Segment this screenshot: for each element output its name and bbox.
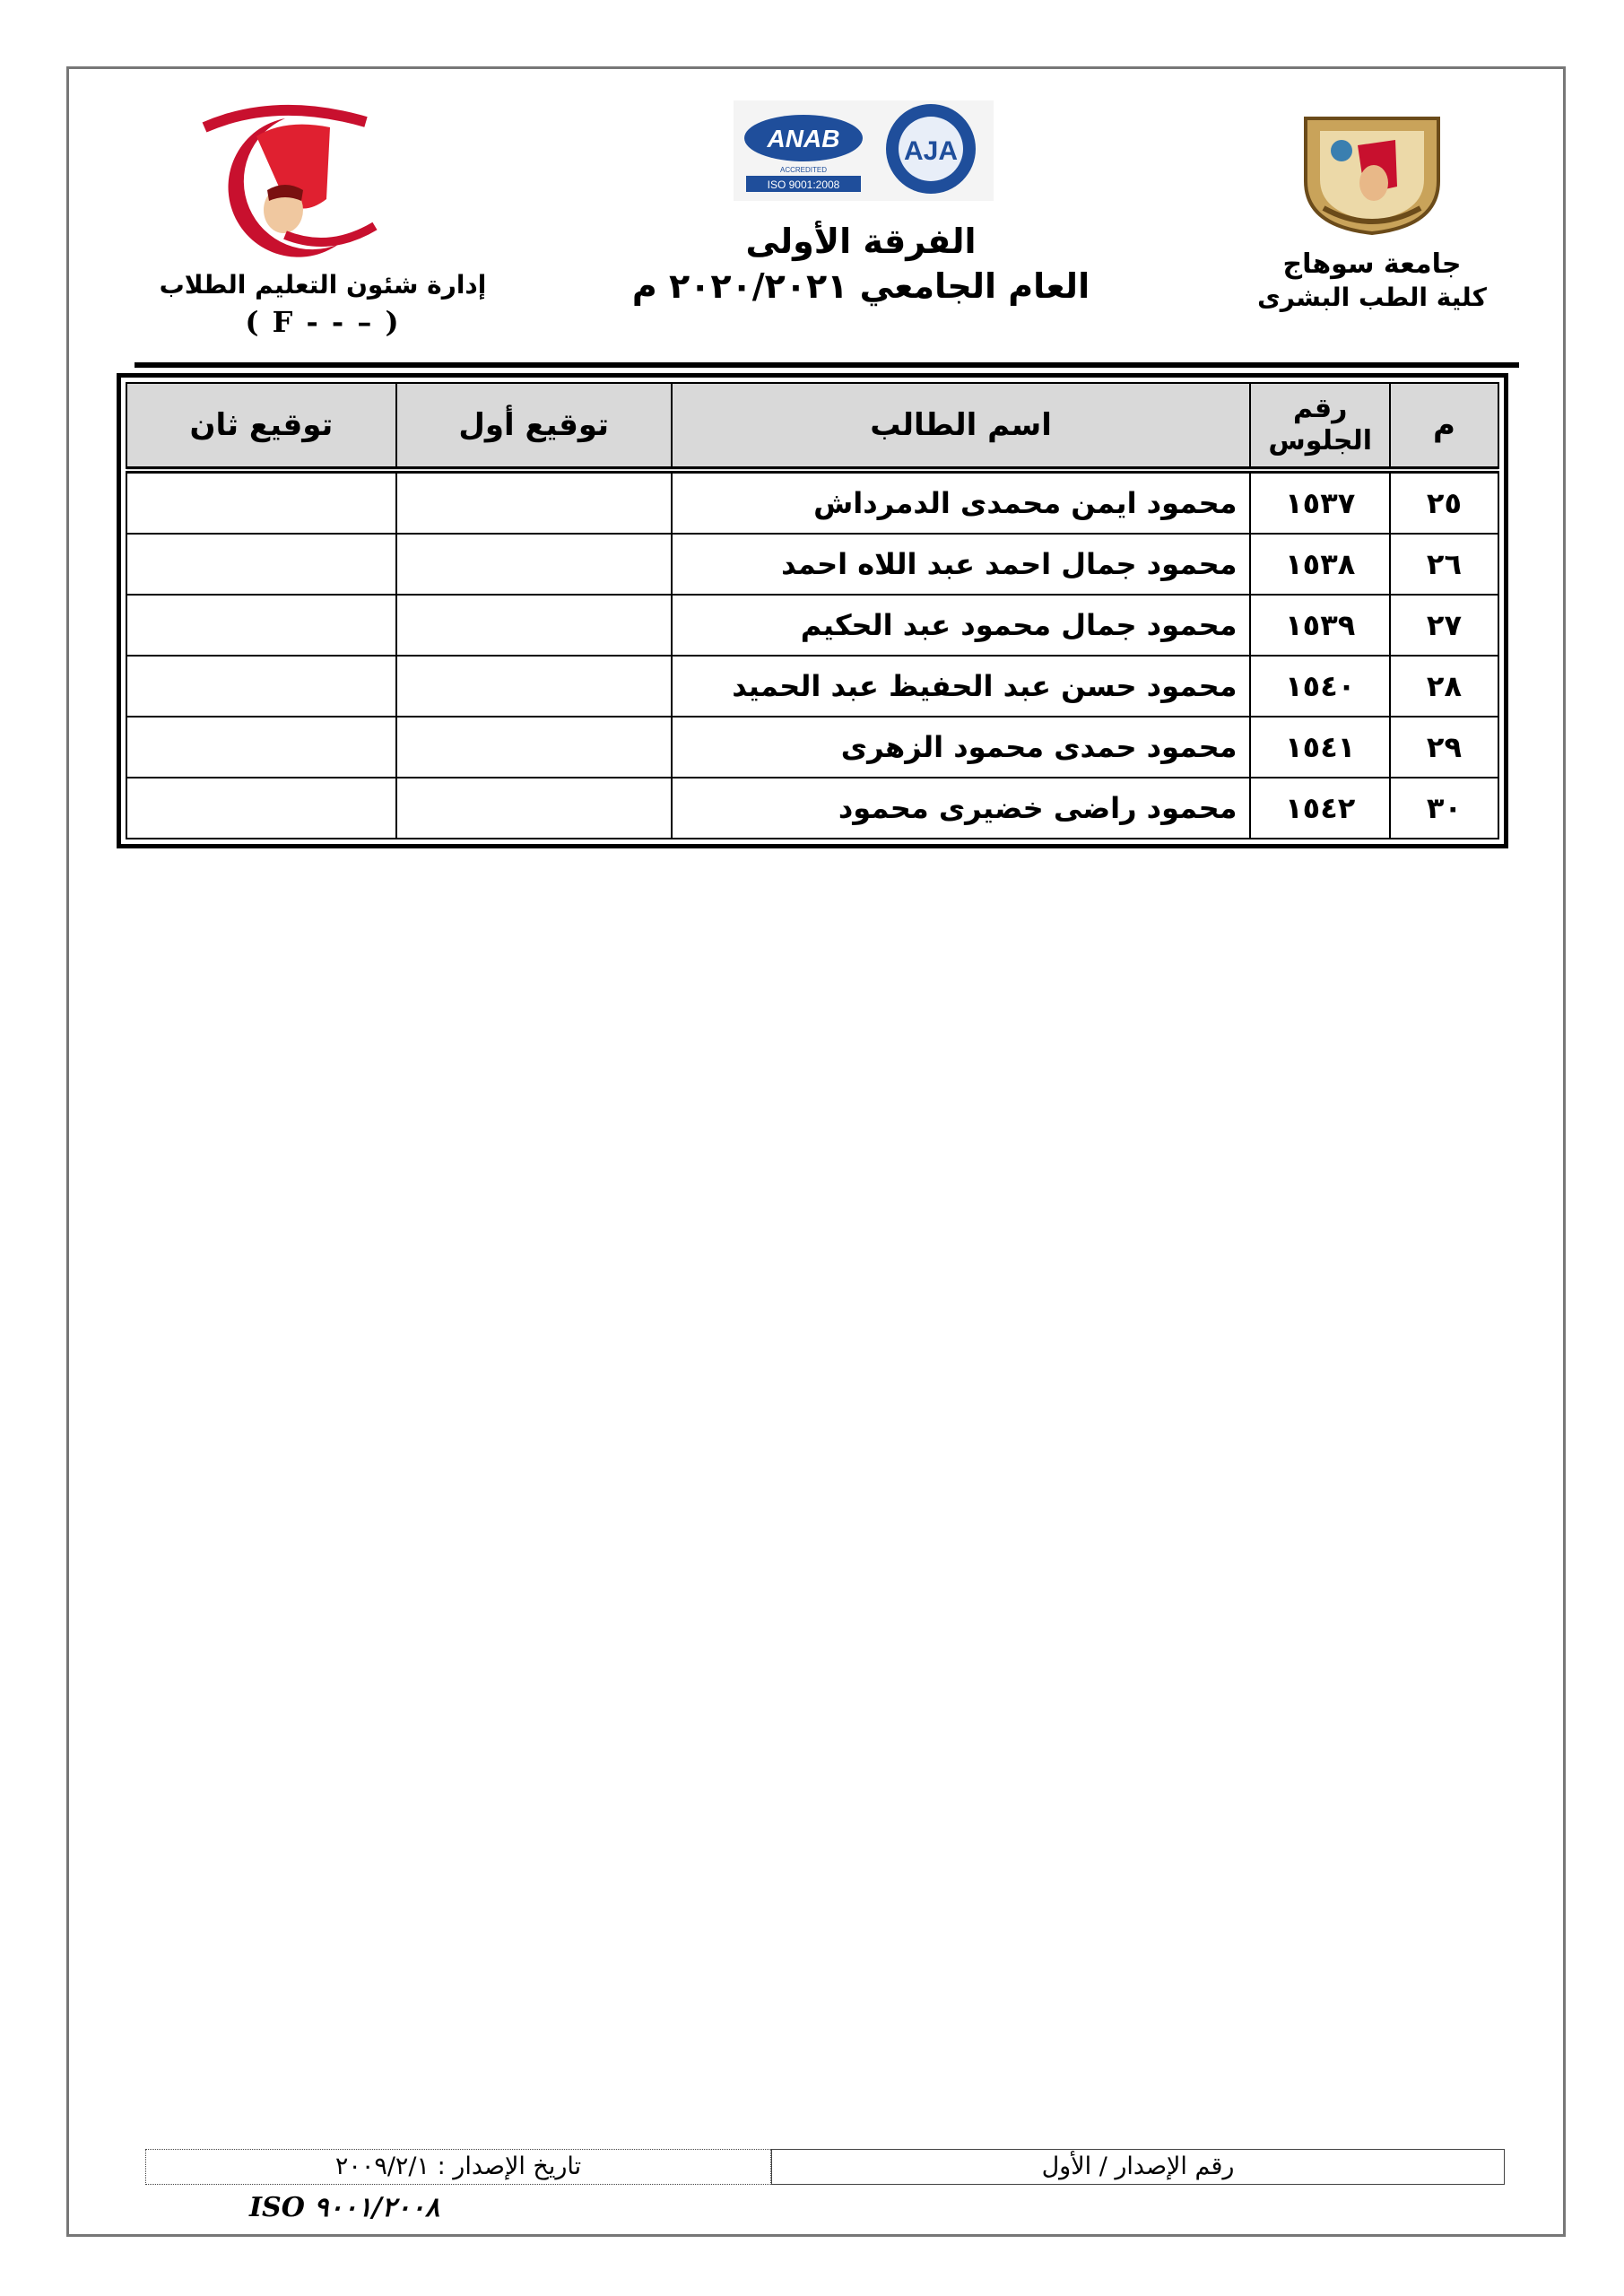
row-student-name: محمود ايمن محمدى الدمرداش (672, 470, 1251, 534)
issue-number: رقم الإصدار / الأول (771, 2149, 1505, 2185)
row-index: ٢٦ (1390, 534, 1498, 595)
attendance-table-frame (117, 373, 1508, 848)
row-signature-1[interactable] (396, 717, 672, 778)
university-crest (1288, 100, 1456, 235)
department-header (152, 269, 493, 343)
table-row (126, 778, 1498, 839)
university-header (1246, 248, 1498, 314)
row-student-name: محمود جمال محمود عبد الحكيم (672, 595, 1251, 656)
row-index: ٢٧ (1390, 595, 1498, 656)
row-seat-number: ١٥٣٩ (1250, 595, 1389, 656)
iso-standard: ISO ٩٠٠١/٢٠٠٨ (249, 2192, 440, 2223)
row-signature-1[interactable] (396, 534, 672, 595)
col-header-index: م (1390, 383, 1498, 470)
university-name: جامعة سوهاج (1282, 248, 1462, 280)
year-level: الفرقة الأولى (745, 222, 977, 261)
attendance-table (126, 382, 1499, 839)
row-seat-number: ١٥٣٨ (1250, 534, 1389, 595)
row-student-name: محمود راضى خضيرى محمود (672, 778, 1251, 839)
row-signature-2[interactable] (126, 534, 396, 595)
table-header-row (126, 383, 1498, 470)
anab-sub-text: ACCREDITED (779, 166, 828, 174)
document-footer (145, 2149, 1505, 2187)
col-header-name: اسم الطالب (672, 383, 1251, 470)
col-header-seat: رقم الجلوس (1250, 383, 1389, 470)
col-header-signature-2: توقيع ثان (126, 383, 396, 470)
issue-date: تاريخ الإصدار : ٢٠٠٩/٢/١ (145, 2149, 771, 2185)
row-signature-2[interactable] (126, 717, 396, 778)
table-row (126, 595, 1498, 656)
row-student-name: محمود حمدى محمود الزهرى (672, 717, 1251, 778)
row-signature-1[interactable] (396, 595, 672, 656)
header-divider (135, 362, 1519, 368)
form-code: ( F - - – ) (245, 305, 401, 339)
table-row (126, 656, 1498, 717)
row-seat-number: ١٥٣٧ (1250, 470, 1389, 534)
document-title (574, 219, 1148, 309)
row-index: ٢٥ (1390, 470, 1498, 534)
row-signature-2[interactable] (126, 470, 396, 534)
row-signature-2[interactable] (126, 778, 396, 839)
col-header-signature-1: توقيع أول (396, 383, 672, 470)
row-student-name: محمود جمال احمد عبد اللاه احمد (672, 534, 1251, 595)
aja-text: AJA (903, 136, 959, 166)
department-name: إدارة شئون التعليم الطلاب (159, 270, 487, 300)
row-signature-1[interactable] (396, 778, 672, 839)
row-signature-1[interactable] (396, 470, 672, 534)
row-seat-number: ١٥٤٢ (1250, 778, 1389, 839)
table-row (126, 534, 1498, 595)
row-signature-1[interactable] (396, 656, 672, 717)
row-student-name: محمود حسن عبد الحفيظ عبد الحميد (672, 656, 1251, 717)
row-index: ٣٠ (1390, 778, 1498, 839)
faculty-name: كلية الطب البشرى (1257, 283, 1487, 312)
row-index: ٢٩ (1390, 717, 1498, 778)
anab-text: ANAB (767, 125, 840, 152)
table-row (126, 470, 1498, 534)
faculty-logo (151, 100, 411, 260)
row-index: ٢٨ (1390, 656, 1498, 717)
iso-badge-text: ISO 9001:2008 (767, 178, 840, 191)
academic-year: العام الجامعي ٢٠٢٠/٢٠٢١ م (631, 266, 1090, 306)
row-signature-2[interactable] (126, 656, 396, 717)
row-seat-number: ١٥٤٠ (1250, 656, 1389, 717)
row-signature-2[interactable] (126, 595, 396, 656)
table-row (126, 717, 1498, 778)
accreditation-logo (734, 100, 994, 201)
row-seat-number: ١٥٤١ (1250, 717, 1389, 778)
